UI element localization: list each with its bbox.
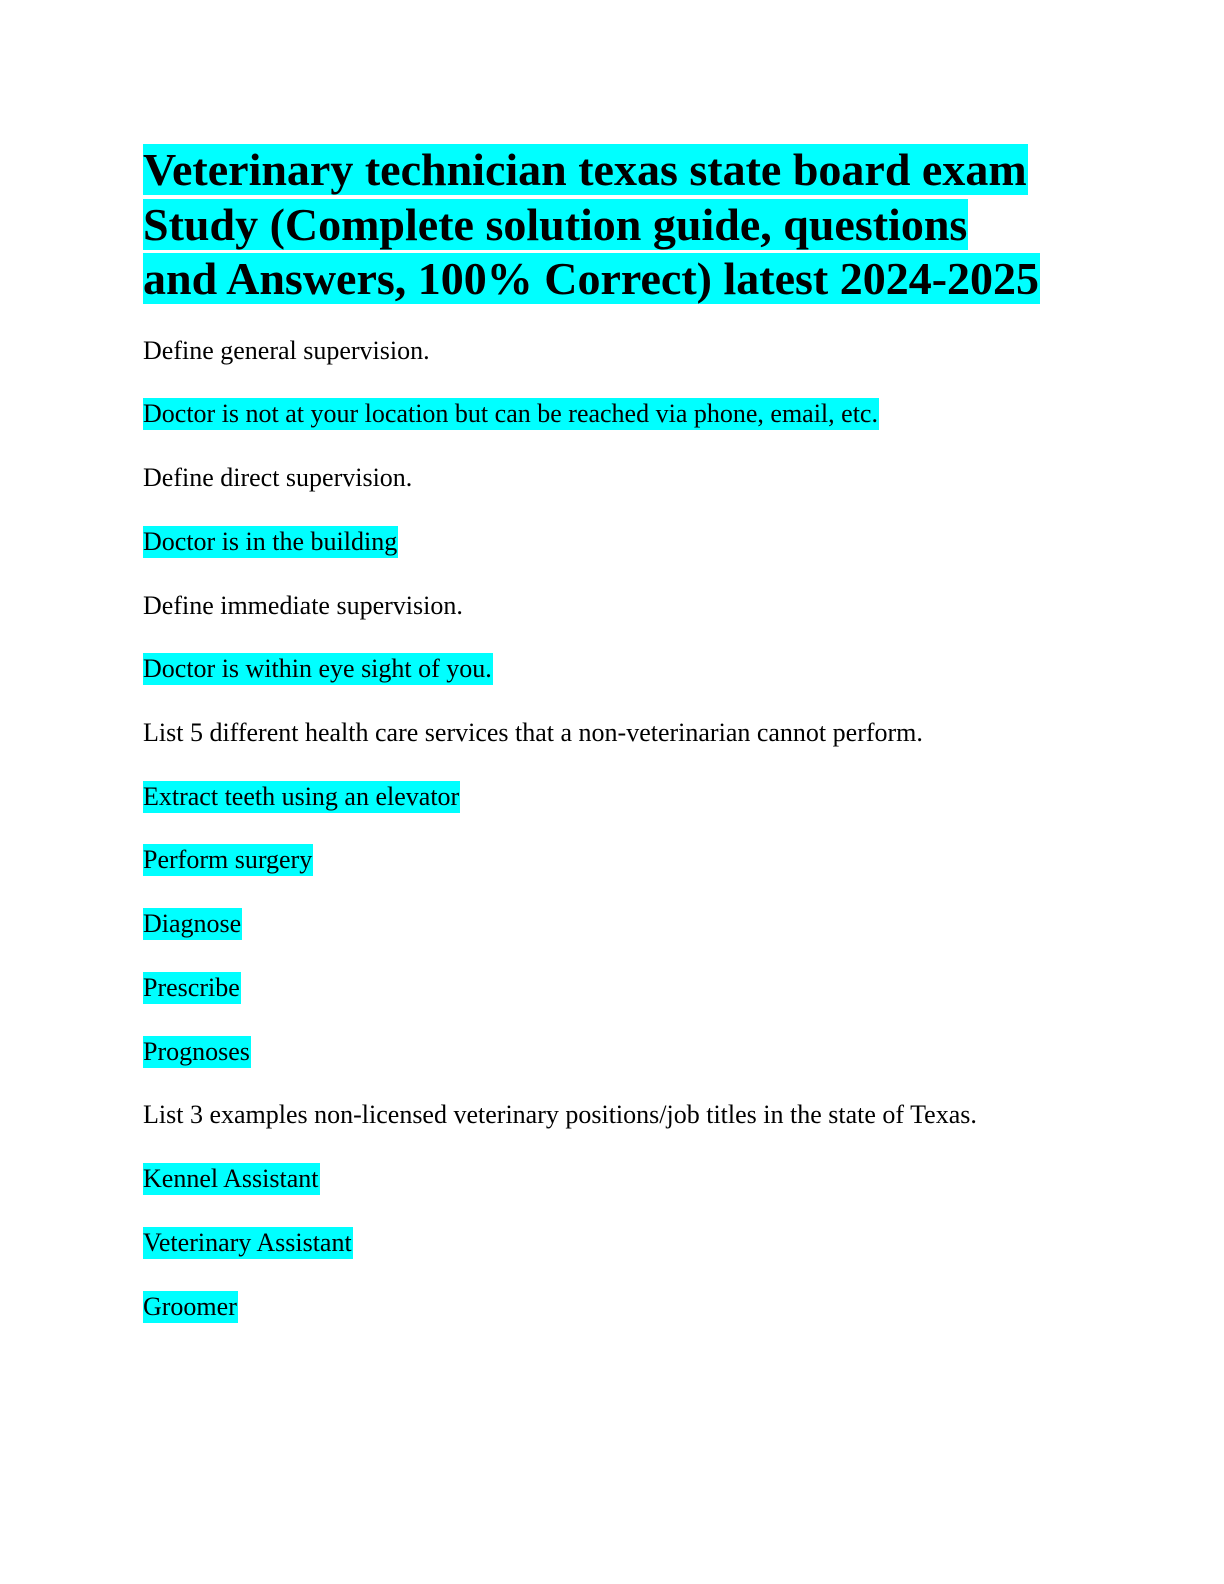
title-line-text: Veterinary technician texas state board exam <box>143 144 1027 195</box>
title-line <box>143 252 1083 307</box>
question-line <box>143 335 431 367</box>
answer-text: Perform surgery <box>143 845 313 874</box>
answer-text: Prescribe <box>143 973 240 1002</box>
answer-line <box>143 526 398 558</box>
answer-line <box>143 844 313 876</box>
question-line <box>143 590 464 622</box>
document-title <box>143 143 1083 307</box>
answer-line <box>143 1291 238 1323</box>
answer-text: Doctor is not at your location but can be reached via phone, email, etc. <box>143 399 878 428</box>
title-line-text: Study (Complete solution guide, questions <box>143 198 968 250</box>
title-line-text: and Answers, 100% Correct) latest 2024-2025 <box>143 253 1040 304</box>
answer-text: Doctor is within eye sight of you. <box>143 654 492 683</box>
answer-text: Prognoses <box>143 1037 250 1066</box>
question-text: List 3 examples non-licensed veterinary positions/job titles in the state of Texas. <box>143 1100 977 1129</box>
document-page <box>143 143 1083 307</box>
answer-text: Extract teeth using an elevator <box>143 782 460 811</box>
answer-line <box>143 1036 251 1068</box>
question-text: List 5 different health care services that a non-veterinarian cannot perform. <box>143 718 923 747</box>
question-text: Define general supervision. <box>143 336 430 365</box>
question-text: Define direct supervision. <box>143 463 413 492</box>
answer-line <box>143 781 460 813</box>
answer-text: Veterinary Assistant <box>143 1228 352 1257</box>
question-line <box>143 717 924 749</box>
answer-line <box>143 1163 320 1195</box>
title-line <box>143 143 1083 198</box>
question-line <box>143 462 413 494</box>
answer-line <box>143 908 242 940</box>
answer-text: Doctor is in the building <box>143 527 398 556</box>
answer-line <box>143 398 879 430</box>
answer-line <box>143 1227 353 1259</box>
answer-text: Groomer <box>143 1292 237 1321</box>
question-text: Define immediate supervision. <box>143 591 463 620</box>
answer-text: Diagnose <box>143 909 242 938</box>
question-line <box>143 1099 978 1131</box>
title-line <box>143 198 1083 253</box>
answer-text: Kennel Assistant <box>143 1164 319 1193</box>
answer-line <box>143 653 493 685</box>
answer-line <box>143 972 241 1004</box>
